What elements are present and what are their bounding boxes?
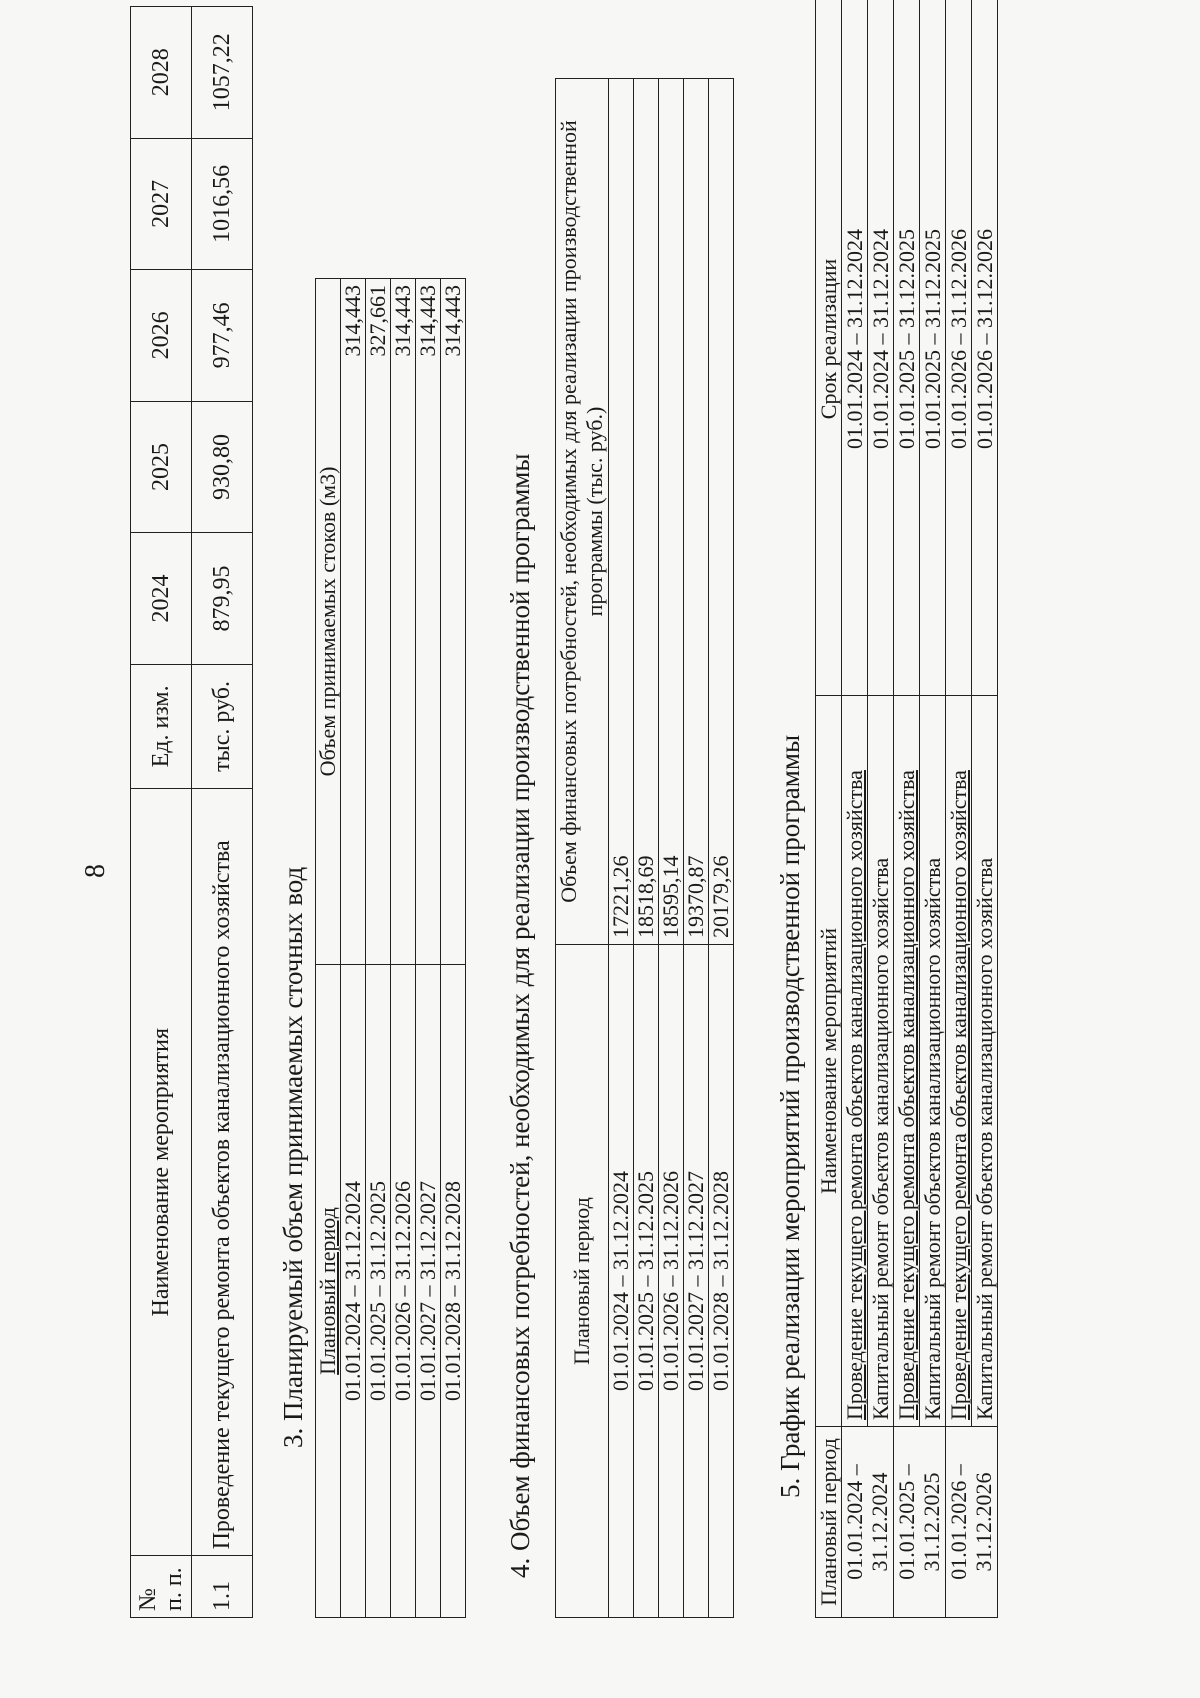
table-row [391, 279, 416, 1618]
cell-measure: Проведение текущего ремонта объектов канализационного хозяйства [894, 696, 920, 1427]
col-2027: 2027 [131, 138, 192, 270]
col-2028: 2028 [131, 7, 192, 139]
cell-amount: 18518,69 [634, 79, 659, 945]
cell-number: 1.1 [192, 1556, 253, 1618]
cell-2028: 1057,22 [192, 7, 253, 139]
cell-period: 01.01.2024 – 31.12.2024 [609, 945, 634, 1618]
cell-period: 01.01.2026 – 31.12.2026 [659, 945, 684, 1618]
table-row [634, 79, 659, 1618]
cell-amount: 20179,26 [709, 79, 734, 945]
cell-period: 01.01.2025 – 31.12.2025 [894, 1427, 946, 1618]
cell-volume: 314,443 [416, 279, 441, 965]
cell-deadline: 01.01.2024 – 31.12.2024 [842, 0, 868, 696]
cell-2025: 930,80 [192, 401, 253, 533]
cell-deadline: 01.01.2026 – 31.12.2026 [972, 0, 998, 696]
table-header-row [556, 79, 609, 1618]
schedule-table [815, 0, 998, 1618]
cell-period: 01.01.2027 – 31.12.2027 [684, 945, 709, 1618]
cell-deadline: 01.01.2026 – 31.12.2026 [946, 0, 972, 696]
cell-amount: 17221,26 [609, 79, 634, 945]
cell-period: 01.01.2028 – 31.12.2028 [441, 965, 466, 1618]
cell-2027: 1016,56 [192, 138, 253, 270]
cell-period: 01.01.2028 – 31.12.2028 [709, 945, 734, 1618]
table-row [894, 0, 920, 1618]
cell-volume: 327,661 [366, 279, 391, 965]
table-row [366, 279, 391, 1618]
cell-measure: Капитальный ремонт объектов канализационного хозяйства [972, 696, 998, 1427]
col-2025: 2025 [131, 401, 192, 533]
table-row [920, 0, 946, 1618]
cell-amount: 19370,87 [684, 79, 709, 945]
cell-measure: Капитальный ремонт объектов канализационного хозяйства [868, 696, 894, 1427]
cell-period: 01.01.2024 – 31.12.2024 [842, 1427, 894, 1618]
cell-period: 01.01.2025 – 31.12.2025 [366, 965, 391, 1618]
table-row [659, 79, 684, 1618]
table-row [609, 79, 634, 1618]
table-row [684, 79, 709, 1618]
col-number: № п. п. [131, 1556, 192, 1618]
header-measures: Наименование мероприятий [816, 696, 842, 1427]
cell-measure: Проведение текущего ремонта объектов канализационного хозяйства [842, 696, 868, 1427]
cell-deadline: 01.01.2025 – 31.12.2025 [920, 0, 946, 696]
col-unit: Ед. изм. [131, 664, 192, 788]
financial-needs-table [555, 78, 734, 1618]
cell-period: 01.01.2027 – 31.12.2027 [416, 965, 441, 1618]
table-row [192, 7, 253, 1618]
cell-volume: 314,443 [341, 279, 366, 965]
table-header-row [816, 0, 842, 1618]
table-row [946, 0, 972, 1618]
cell-volume: 314,443 [441, 279, 466, 965]
table-row [972, 0, 998, 1618]
section-4-title: 4. Объем финансовых потребностей, необходимых для реализации производственной программы [505, 453, 535, 1578]
col-measure-name: Наименование мероприятия [131, 789, 192, 1556]
header-planned-period: Плановый период [816, 1427, 842, 1618]
table-row [416, 279, 441, 1618]
cell-period: 01.01.2025 – 31.12.2025 [634, 945, 659, 1618]
section-3-title: 3. Планируемый объем принимаемых сточных вод [278, 866, 308, 1448]
cell-period: 01.01.2026 – 31.12.2026 [391, 965, 416, 1618]
header-planned-period: Плановый период [316, 965, 341, 1618]
cell-deadline: 01.01.2025 – 31.12.2025 [894, 0, 920, 696]
cell-deadline: 01.01.2024 – 31.12.2024 [868, 0, 894, 696]
cell-unit: тыс. руб. [192, 664, 253, 788]
measures-cost-table [130, 6, 253, 1618]
table-row [341, 279, 366, 1618]
cell-amount: 18595,14 [659, 79, 684, 945]
cell-measure-name: Проведение текущего ремонта объектов канализационного хозяйства [192, 789, 253, 1556]
table-row [868, 0, 894, 1618]
cell-2026: 977,46 [192, 270, 253, 402]
cell-measure: Капитальный ремонт объектов канализационного хозяйства [920, 696, 946, 1427]
cell-2024: 879,95 [192, 533, 253, 665]
header-deadline: Срок реализации [816, 0, 842, 696]
section-5-title: 5. График реализации мероприятий производственной программы [775, 734, 805, 1498]
cell-measure: Проведение текущего ремонта объектов канализационного хозяйства [946, 696, 972, 1427]
table-row [441, 279, 466, 1618]
page-number: 8 [80, 864, 111, 878]
cell-period: 01.01.2026 – 31.12.2026 [946, 1427, 998, 1618]
header-volume: Объем принимаемых стоков (м3) [316, 279, 341, 965]
table-row [842, 0, 868, 1618]
table-row [709, 79, 734, 1618]
table-header-row [131, 7, 192, 1618]
table-header-row [316, 279, 341, 1618]
col-2024: 2024 [131, 533, 192, 665]
header-planned-period: Плановый период [556, 945, 609, 1618]
col-2026: 2026 [131, 270, 192, 402]
wastewater-volume-table [315, 278, 466, 1618]
cell-volume: 314,443 [391, 279, 416, 965]
header-financial-volume: Объем финансовых потребностей, необходимых для реализации производственной программы (тыс. руб.) [556, 79, 609, 945]
cell-period: 01.01.2024 – 31.12.2024 [341, 965, 366, 1618]
